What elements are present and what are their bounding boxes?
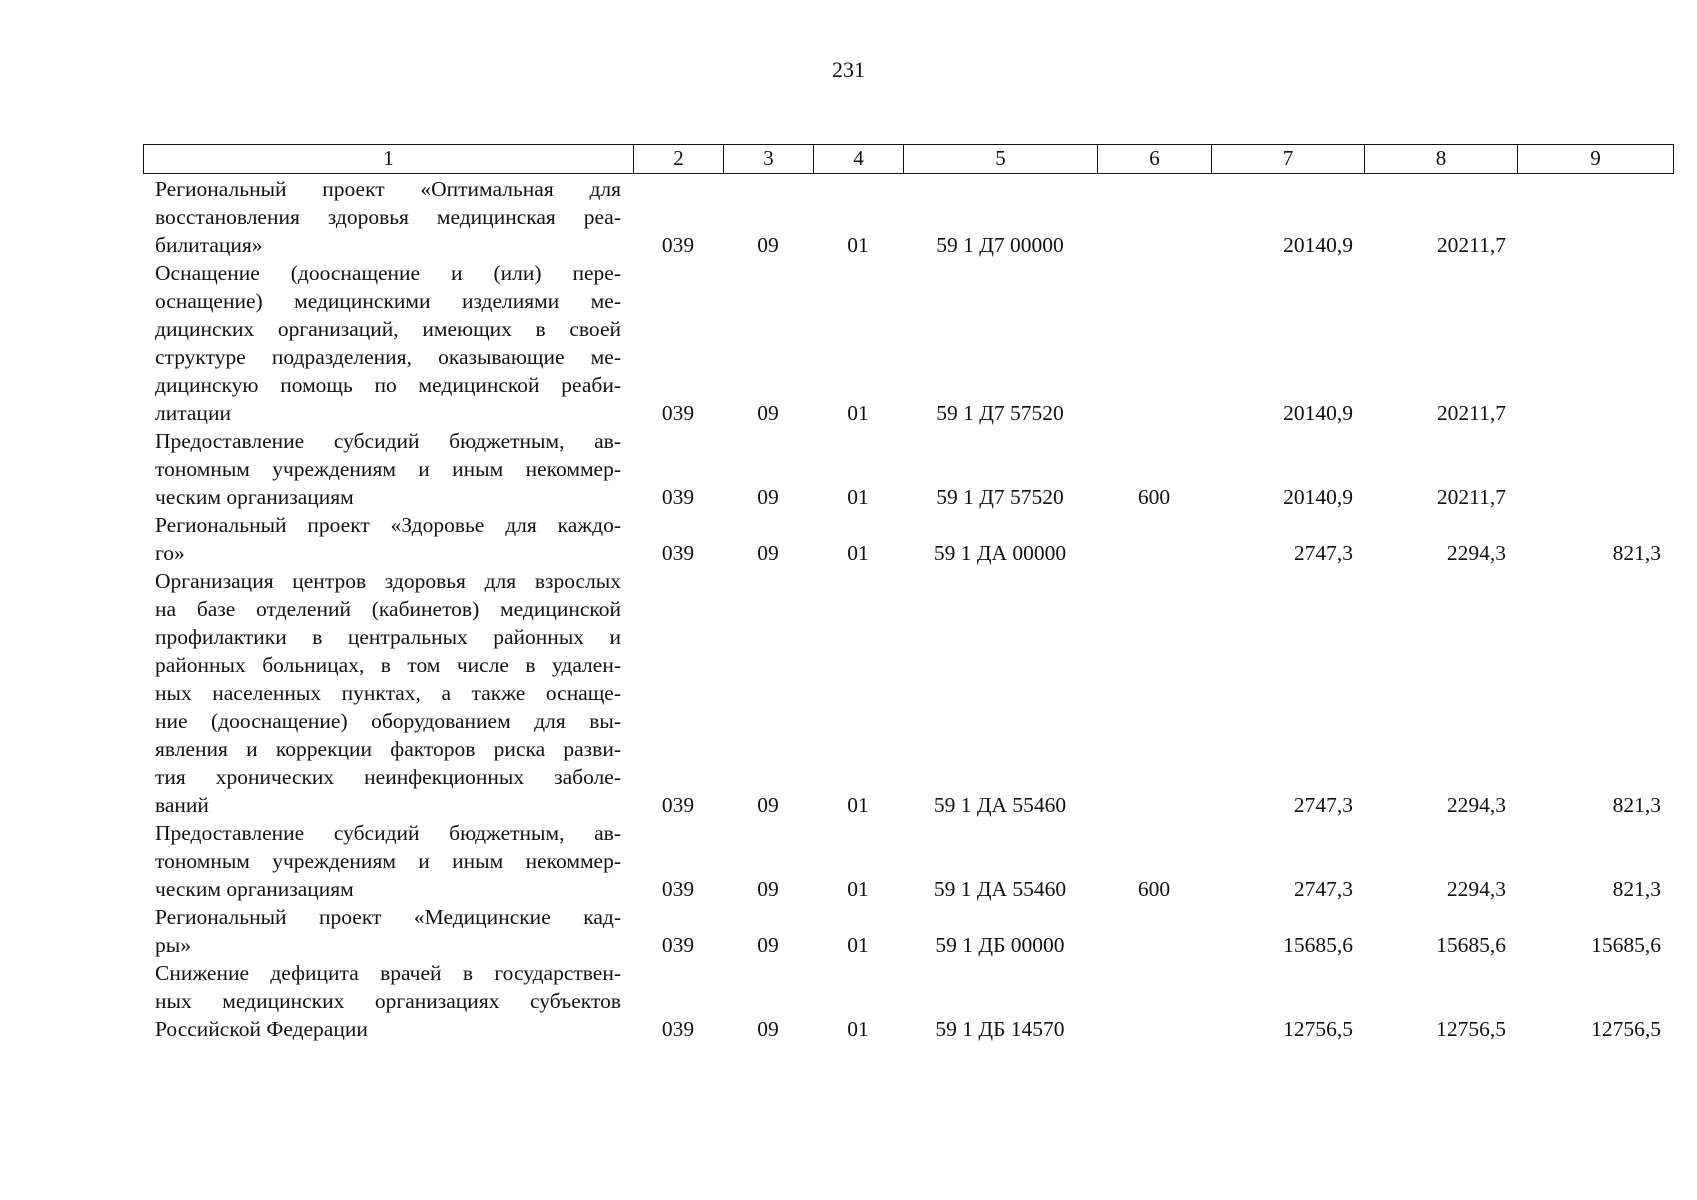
ministry-code: 039 bbox=[661, 1017, 695, 1041]
target-article-code: 59 1 ДБ 14570 bbox=[935, 1017, 1065, 1041]
row-description bbox=[143, 175, 633, 259]
target-article-code: 59 1 Д7 00000 bbox=[936, 233, 1064, 257]
description-line: дицинских организаций, имеющих в своей bbox=[155, 317, 621, 341]
column-header-1: 1 bbox=[144, 145, 634, 173]
ministry-code: 039 bbox=[661, 933, 695, 957]
row-description bbox=[143, 959, 633, 1043]
amount-col-7: 20140,9 bbox=[1283, 233, 1353, 257]
description-line: явления и коррекции факторов риска разви- bbox=[155, 737, 621, 761]
section-code: 09 bbox=[757, 793, 779, 817]
row-description bbox=[143, 903, 633, 959]
amount-col-8: 2294,3 bbox=[1446, 793, 1506, 817]
target-article-code: 59 1 ДА 55460 bbox=[933, 793, 1067, 817]
description-line: оснащение) медицинскими изделиями ме- bbox=[155, 289, 621, 313]
description-line: ных населенных пунктах, а также оснаще- bbox=[155, 681, 621, 705]
description-line: районных больницах, в том числе в удален- bbox=[155, 653, 621, 677]
subsection-code: 01 bbox=[847, 541, 869, 565]
column-header-5: 5 bbox=[904, 145, 1098, 173]
amount-col-7: 20140,9 bbox=[1283, 485, 1353, 509]
description-line: Региональный проект «Здоровье для каждо- bbox=[155, 513, 621, 537]
description-line: восстановления здоровья медицинская реа- bbox=[155, 205, 621, 229]
table-row bbox=[143, 819, 1672, 903]
target-article-code: 59 1 Д7 57520 bbox=[936, 401, 1064, 425]
section-code: 09 bbox=[757, 877, 779, 901]
expense-type-code: 600 bbox=[1137, 877, 1171, 901]
table-row bbox=[143, 259, 1672, 427]
description-line: литации bbox=[155, 401, 231, 425]
amount-col-9: 12756,5 bbox=[1591, 1017, 1661, 1041]
column-header-8: 8 bbox=[1365, 145, 1518, 173]
subsection-code: 01 bbox=[847, 877, 869, 901]
column-header-7: 7 bbox=[1212, 145, 1365, 173]
amount-col-7: 2747,3 bbox=[1293, 877, 1353, 901]
amount-col-7: 20140,9 bbox=[1283, 401, 1353, 425]
amount-col-8: 20211,7 bbox=[1436, 401, 1506, 425]
description-line: Российской Федерации bbox=[155, 1017, 368, 1041]
column-header-2: 2 bbox=[634, 145, 724, 173]
expense-type-code: 600 bbox=[1137, 485, 1171, 509]
description-line: Оснащение (дооснащение и (или) пере- bbox=[155, 261, 621, 285]
table-body bbox=[143, 175, 1672, 1043]
row-description bbox=[143, 427, 633, 511]
subsection-code: 01 bbox=[847, 933, 869, 957]
amount-col-8: 12756,5 bbox=[1436, 1017, 1506, 1041]
row-description bbox=[143, 567, 633, 819]
description-line: Снижение дефицита врачей в государствен- bbox=[155, 961, 621, 985]
description-line: ры» bbox=[155, 933, 191, 957]
amount-col-9: 821,3 bbox=[1612, 877, 1661, 901]
column-header-9: 9 bbox=[1590, 146, 1601, 170]
subsection-code: 01 bbox=[847, 233, 869, 257]
section-code: 09 bbox=[757, 1017, 779, 1041]
section-code: 09 bbox=[757, 485, 779, 509]
description-line: го» bbox=[155, 541, 185, 565]
column-header-4: 4 bbox=[814, 145, 904, 173]
amount-col-7: 2747,3 bbox=[1293, 793, 1353, 817]
page-number: 231 bbox=[832, 57, 865, 82]
description-line: дицинскую помощь по медицинской реаби- bbox=[155, 373, 621, 397]
ministry-code: 039 bbox=[661, 877, 695, 901]
description-line: ваний bbox=[155, 793, 209, 817]
amount-col-7: 15685,6 bbox=[1283, 933, 1353, 957]
section-code: 09 bbox=[757, 401, 779, 425]
amount-col-7: 2747,3 bbox=[1293, 541, 1353, 565]
description-line: тономным учреждениям и иным некоммер- bbox=[155, 849, 621, 873]
amount-col-8: 2294,3 bbox=[1446, 877, 1506, 901]
amount-col-8: 15685,6 bbox=[1436, 933, 1506, 957]
amount-col-8: 20211,7 bbox=[1436, 233, 1506, 257]
description-line: ческим организациям bbox=[155, 877, 354, 901]
subsection-code: 01 bbox=[847, 793, 869, 817]
amount-col-9: 15685,6 bbox=[1591, 933, 1661, 957]
ministry-code: 039 bbox=[661, 793, 695, 817]
description-line: Организация центров здоровья для взрослых bbox=[155, 569, 621, 593]
description-line: ческим организациям bbox=[155, 485, 354, 509]
target-article-code: 59 1 Д7 57520 bbox=[936, 485, 1064, 509]
row-description bbox=[143, 259, 633, 427]
ministry-code: 039 bbox=[661, 485, 695, 509]
description-line: Региональный проект «Медицинские кад- bbox=[155, 905, 621, 929]
target-article-code: 59 1 ДА 00000 bbox=[933, 541, 1067, 565]
ministry-code: 039 bbox=[661, 401, 695, 425]
section-code: 09 bbox=[757, 933, 779, 957]
column-header-6: 6 bbox=[1098, 145, 1212, 173]
table-row bbox=[143, 427, 1672, 511]
subsection-code: 01 bbox=[847, 1017, 869, 1041]
description-line: Предоставление субсидий бюджетным, ав- bbox=[155, 429, 621, 453]
description-line: тономным учреждениям и иным некоммер- bbox=[155, 457, 621, 481]
description-line: профилактики в центральных районных и bbox=[155, 625, 621, 649]
row-description bbox=[143, 819, 633, 903]
description-line: ние (дооснащение) оборудованием для вы- bbox=[155, 709, 621, 733]
section-code: 09 bbox=[757, 233, 779, 257]
row-description bbox=[143, 511, 633, 567]
table-header bbox=[143, 144, 1674, 174]
table-row bbox=[143, 903, 1672, 959]
description-line: ных медицинских организациях субъектов bbox=[155, 989, 621, 1013]
amount-col-8: 2294,3 bbox=[1446, 541, 1506, 565]
description-line: тия хронических неинфекционных заболе- bbox=[155, 765, 621, 789]
ministry-code: 039 bbox=[661, 233, 695, 257]
target-article-code: 59 1 ДА 55460 bbox=[933, 877, 1067, 901]
description-line: структуре подразделения, оказывающие ме- bbox=[155, 345, 621, 369]
table-row bbox=[143, 511, 1672, 567]
subsection-code: 01 bbox=[847, 485, 869, 509]
table-row bbox=[143, 567, 1672, 819]
description-line: Региональный проект «Оптимальная для bbox=[155, 177, 621, 201]
table-row bbox=[143, 959, 1672, 1043]
column-header-3: 3 bbox=[724, 145, 814, 173]
amount-col-7: 12756,5 bbox=[1283, 1017, 1353, 1041]
subsection-code: 01 bbox=[847, 401, 869, 425]
description-line: билитация» bbox=[155, 233, 263, 257]
table-row bbox=[143, 175, 1672, 259]
amount-col-8: 20211,7 bbox=[1436, 485, 1506, 509]
target-article-code: 59 1 ДБ 00000 bbox=[935, 933, 1065, 957]
description-line: Предоставление субсидий бюджетным, ав- bbox=[155, 821, 621, 845]
amount-col-9: 821,3 bbox=[1612, 793, 1661, 817]
section-code: 09 bbox=[757, 541, 779, 565]
description-line: на базе отделений (кабинетов) медицинской bbox=[155, 597, 621, 621]
amount-col-9: 821,3 bbox=[1612, 541, 1661, 565]
ministry-code: 039 bbox=[661, 541, 695, 565]
